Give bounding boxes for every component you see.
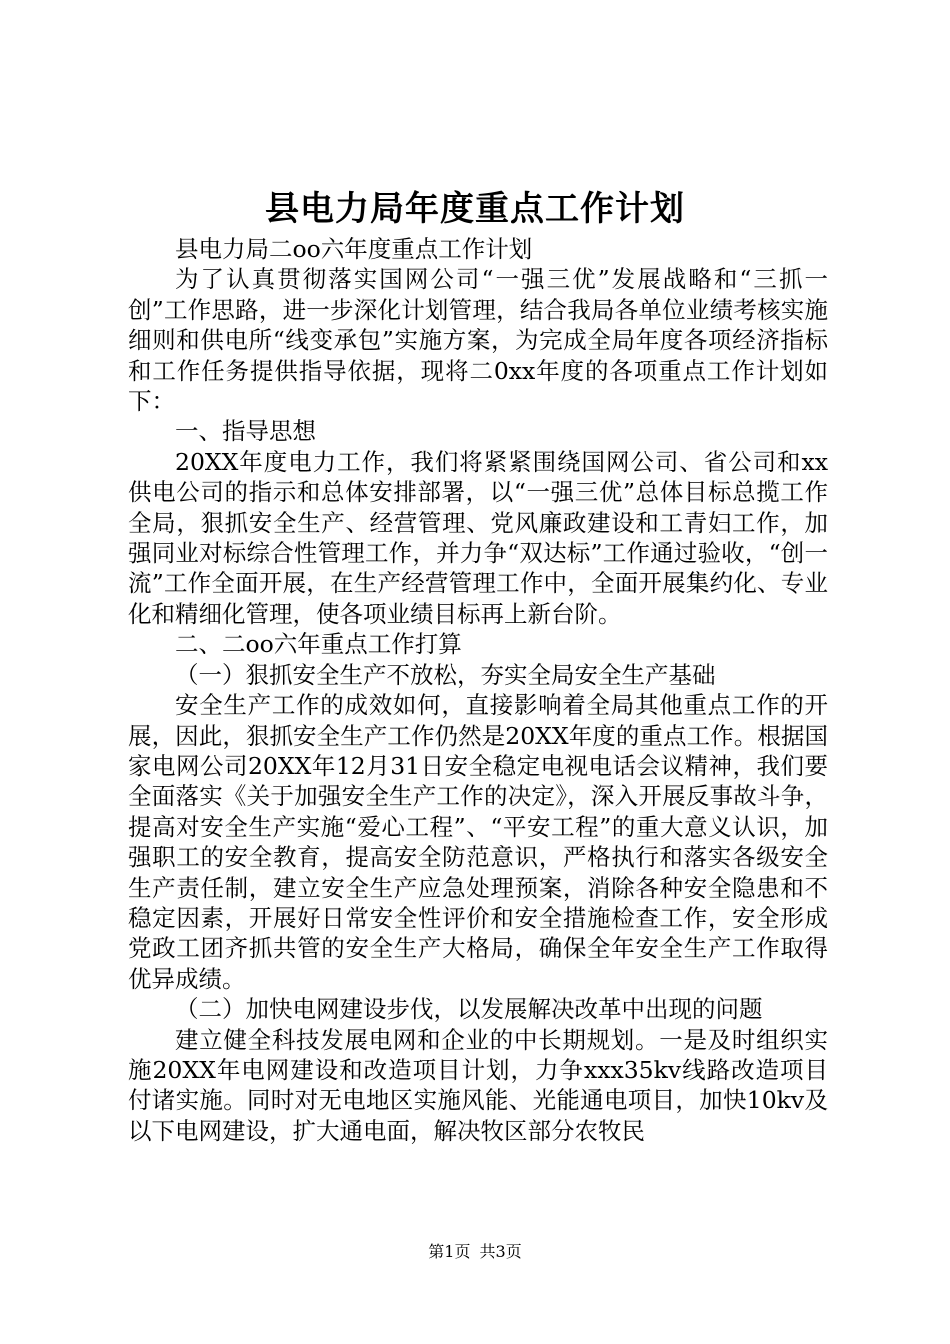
paragraph-safety: 安全生产工作的成效如何，直接影响着全局其他重点工作的开展，因此，狠抓安全生产工作仍然是20XX年度的重点工作。根据国家电网公司20XX年12月31日安全稳定电视电话会议精神，我们要全面落实《关于加强安全生产工作的决定》，深入开展反事故斗争，提高对安全生产实施“爱心工程”、“平安工程”的重大意义认识，加强职工的安全教育，提高安全防范意识，严格执行和落实各级安全生产责任制，建立安全生产应急处理预案，消除各种安全隐患和不稳定因素，开展好日常安全性评价和安全措施检查工作，安全形成党政工团齐抓共管的安全生产大格局，确保全年安全生产工作取得优异成绩。 bbox=[128, 691, 828, 993]
document-title: 县电力局年度重点工作计划 bbox=[265, 189, 685, 229]
subsection-heading-safety: （一）狠抓安全生产不放松，夯实全局安全生产基础 bbox=[175, 660, 716, 689]
paragraph-subtitle: 县电力局二oo六年度重点工作计划 bbox=[175, 235, 533, 263]
subsection-heading-grid-construction: （二）加快电网建设步伐，以发展解决改革中出现的问题 bbox=[175, 995, 763, 1024]
section-heading-key-work: 二、二oo六年重点工作打算 bbox=[175, 630, 462, 659]
page-footer bbox=[0, 1241, 950, 1263]
paragraph-grid-construction: 建立健全科技发展电网和企业的中长期规划。一是及时组织实施20XX年电网建设和改造项目计划，力争xxx35kv线路改造项目付诸实施。同时对无电地区实施风能、光能通电项目，加快10kv及以下电网建设，扩大通电面，解决牧区部分农牧民 bbox=[128, 1025, 828, 1145]
page-number: 第1页 bbox=[428, 1242, 471, 1261]
section-heading-guiding-thought: 一、指导思想 bbox=[175, 417, 316, 446]
page-total: 共3页 bbox=[479, 1242, 522, 1261]
paragraph-intro: 为了认真贯彻落实国网公司“一强三优”发展战略和“三抓一创”工作思路，进一步深化计划管理，结合我局各单位业绩考核实施细则和供电所“线变承包”实施方案，为完成全局年度各项经济指标和工作任务提供指导依据，现将二0xx年度的各项重点工作计划如下： bbox=[128, 265, 828, 416]
document-body bbox=[128, 234, 828, 1146]
paragraph-guiding-thought: 20XX年度电力工作，我们将紧紧围绕国网公司、省公司和xx供电公司的指示和总体安排部署，以“一强三优”总体目标总揽工作全局，狠抓安全生产、经营管理、党风廉政建设和工青妇工作，加强同业对标综合性管理工作，并力争“双达标”工作通过验收，“创一流”工作全面开展，在生产经营管理工作中，全面开展集约化、专业化和精细化管理，使各项业绩目标再上新台阶。 bbox=[128, 447, 828, 628]
